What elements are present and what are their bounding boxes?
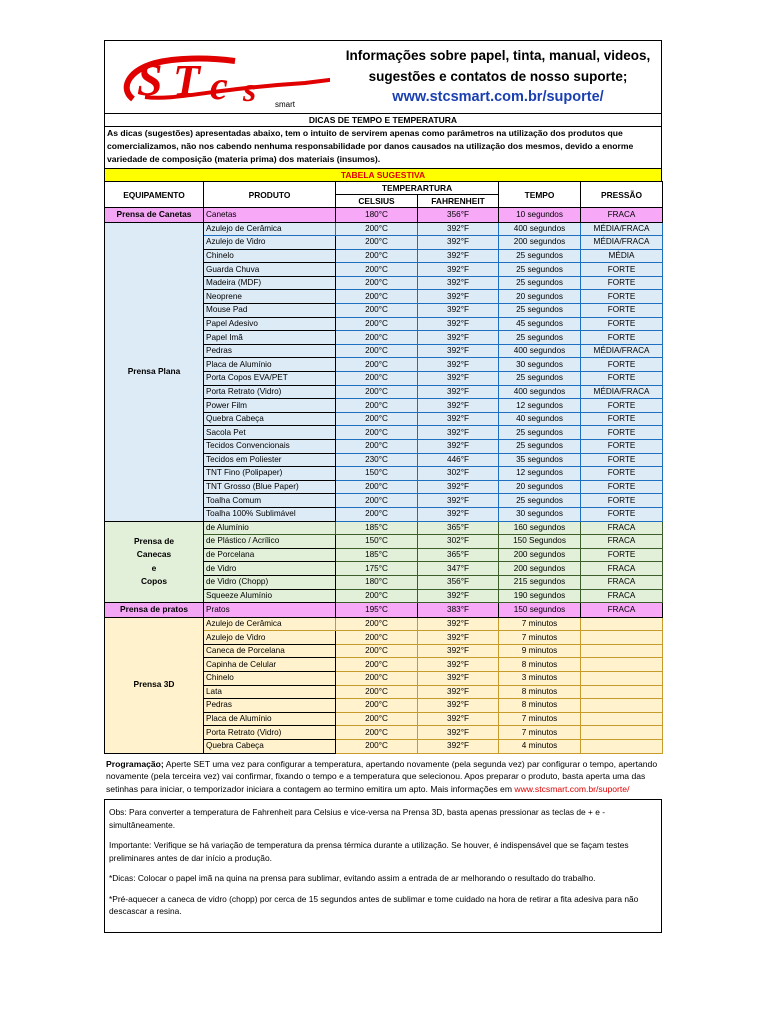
pressure-cell: FRACA bbox=[581, 589, 663, 603]
celsius-cell: 200°C bbox=[336, 290, 418, 304]
fahrenheit-cell: 383°F bbox=[418, 603, 499, 618]
stcsmart-logo bbox=[115, 49, 330, 109]
fahrenheit-cell: 392°F bbox=[418, 494, 499, 508]
product-cell: Canetas bbox=[204, 208, 336, 223]
celsius-cell: 200°C bbox=[336, 712, 418, 726]
celsius-cell: 200°C bbox=[336, 304, 418, 318]
pressure-cell: FORTE bbox=[581, 507, 663, 521]
product-cell: Tecidos em Poliester bbox=[204, 453, 336, 467]
time-cell: 200 segundos bbox=[499, 236, 581, 250]
equipment-label-line: Copos bbox=[140, 576, 168, 587]
celsius-cell: 200°C bbox=[336, 385, 418, 399]
product-cell: TNT Grosso (Blue Paper) bbox=[204, 480, 336, 494]
time-cell: 400 segundos bbox=[499, 222, 581, 236]
pressure-cell: FORTE bbox=[581, 426, 663, 440]
pressure-cell: FORTE bbox=[581, 440, 663, 454]
celsius-cell: 200°C bbox=[336, 222, 418, 236]
product-cell: Lata bbox=[204, 685, 336, 699]
equipment-cell: Prensa de Canetas bbox=[105, 208, 204, 223]
fahrenheit-cell: 392°F bbox=[418, 358, 499, 372]
product-cell: Squeeze Alumínio bbox=[204, 589, 336, 603]
pressure-cell: FORTE bbox=[581, 317, 663, 331]
pressure-cell: FORTE bbox=[581, 467, 663, 481]
pressure-cell bbox=[581, 712, 663, 726]
time-cell: 25 segundos bbox=[499, 263, 581, 277]
product-cell: Caneca de Porcelana bbox=[204, 644, 336, 658]
celsius-cell: 200°C bbox=[336, 480, 418, 494]
col-product: PRODUTO bbox=[204, 182, 336, 208]
col-celsius: CELSIUS bbox=[336, 195, 418, 208]
note-dica-papel-ima: *Dicas: Colocar o papel imã na quina na prensa para sublimar, evitando assim a entrada de ar melhorando o resultado do trabalho. bbox=[109, 873, 596, 884]
table-row bbox=[105, 603, 663, 618]
product-cell: Azulejo de Cerâmica bbox=[204, 617, 336, 631]
note-importante: Importante: Verifique se há variação de temperatura da prensa térmica durante a utilização. Se houver, é indispensável que se façam testes preliminares antes de dar início a produção. bbox=[109, 840, 629, 863]
fahrenheit-cell: 446°F bbox=[418, 453, 499, 467]
fahrenheit-cell: 392°F bbox=[418, 589, 499, 603]
celsius-cell: 200°C bbox=[336, 249, 418, 263]
product-cell: Toalha 100% Sublimável bbox=[204, 507, 336, 521]
note-obs: Obs: Para converter a temperatura de Fahrenheit para Celsius e vice-versa na Prensa 3D, basta apenas pressionar as teclas de + e - simultâneamente. bbox=[109, 807, 606, 830]
celsius-cell: 200°C bbox=[336, 440, 418, 454]
time-cell: 7 minutos bbox=[499, 631, 581, 645]
pressure-cell: MÉDIA/FRACA bbox=[581, 222, 663, 236]
pressure-cell: FORTE bbox=[581, 263, 663, 277]
fahrenheit-cell: 392°F bbox=[418, 331, 499, 345]
table-row bbox=[105, 521, 663, 535]
product-cell: de Vidro bbox=[204, 562, 336, 576]
equipment-cell: Prensa Plana bbox=[105, 222, 204, 521]
equipment-label-line: Canecas bbox=[136, 549, 172, 560]
fahrenheit-cell: 392°F bbox=[418, 399, 499, 413]
pressure-cell bbox=[581, 699, 663, 713]
celsius-cell: 200°C bbox=[336, 631, 418, 645]
pressure-cell: FORTE bbox=[581, 358, 663, 372]
celsius-cell: 200°C bbox=[336, 685, 418, 699]
fahrenheit-cell: 392°F bbox=[418, 739, 499, 753]
pressure-cell bbox=[581, 644, 663, 658]
equipment-label-line: Prensa de bbox=[133, 535, 175, 546]
celsius-cell: 200°C bbox=[336, 739, 418, 753]
pressure-cell: FRACA bbox=[581, 535, 663, 549]
table-row bbox=[105, 208, 663, 223]
celsius-cell: 200°C bbox=[336, 672, 418, 686]
celsius-cell: 180°C bbox=[336, 575, 418, 589]
fahrenheit-cell: 347°F bbox=[418, 562, 499, 576]
celsius-cell: 180°C bbox=[336, 208, 418, 223]
equipment-cell: Prensa de pratos bbox=[105, 603, 204, 618]
pressure-cell: FRACA bbox=[581, 208, 663, 223]
fahrenheit-cell: 392°F bbox=[418, 263, 499, 277]
pressure-cell bbox=[581, 631, 663, 645]
time-cell: 400 segundos bbox=[499, 344, 581, 358]
pressure-cell: FORTE bbox=[581, 331, 663, 345]
programming-label: Programação; bbox=[106, 758, 164, 769]
pressure-cell: FORTE bbox=[581, 276, 663, 290]
celsius-cell: 150°C bbox=[336, 535, 418, 549]
pressure-cell: FORTE bbox=[581, 399, 663, 413]
product-cell: Madeira (MDF) bbox=[204, 276, 336, 290]
svg-text:c: c bbox=[210, 63, 228, 108]
celsius-cell: 200°C bbox=[336, 331, 418, 345]
pressure-cell: FORTE bbox=[581, 494, 663, 508]
time-cell: 12 segundos bbox=[499, 399, 581, 413]
celsius-cell: 200°C bbox=[336, 617, 418, 631]
time-cell: 30 segundos bbox=[499, 507, 581, 521]
pressure-cell bbox=[581, 617, 663, 631]
product-cell: Azulejo de Vidro bbox=[204, 236, 336, 250]
celsius-cell: 200°C bbox=[336, 263, 418, 277]
celsius-cell: 200°C bbox=[336, 699, 418, 713]
fahrenheit-cell: 392°F bbox=[418, 426, 499, 440]
pressure-cell bbox=[581, 739, 663, 753]
fahrenheit-cell: 392°F bbox=[418, 712, 499, 726]
product-cell: Papel Adesivo bbox=[204, 317, 336, 331]
pressure-cell: FRACA bbox=[581, 575, 663, 589]
time-cell: 200 segundos bbox=[499, 562, 581, 576]
pressure-cell: FRACA bbox=[581, 603, 663, 618]
time-cell: 25 segundos bbox=[499, 331, 581, 345]
fahrenheit-cell: 392°F bbox=[418, 617, 499, 631]
pressure-cell: MÉDIA/FRACA bbox=[581, 344, 663, 358]
product-cell: de Porcelana bbox=[204, 548, 336, 562]
product-cell: Chinelo bbox=[204, 672, 336, 686]
fahrenheit-cell: 302°F bbox=[418, 535, 499, 549]
header-line-1: Informações sobre papel, tinta, manual, videos, bbox=[345, 48, 651, 63]
pressure-cell: FORTE bbox=[581, 304, 663, 318]
time-cell: 25 segundos bbox=[499, 440, 581, 454]
time-cell: 3 minutos bbox=[499, 672, 581, 686]
celsius-cell: 200°C bbox=[336, 644, 418, 658]
fahrenheit-cell: 392°F bbox=[418, 290, 499, 304]
intro-text: As dicas (sugestões) apresentadas abaixo, tem o intuito de servirem apenas como parâmetros na utilização dos produtos que comercializamos, não nos cabendo nenhuma responsabilidade por danos causados na utilização dos mesmos, devido a enorme variedade de composição (materia prima) dos materiais (insumos). bbox=[104, 126, 662, 168]
celsius-cell: 200°C bbox=[336, 372, 418, 386]
fahrenheit-cell: 392°F bbox=[418, 631, 499, 645]
time-cell: 4 minutos bbox=[499, 739, 581, 753]
celsius-cell: 200°C bbox=[336, 507, 418, 521]
product-cell: Capinha de Celular bbox=[204, 658, 336, 672]
celsius-cell: 200°C bbox=[336, 412, 418, 426]
document-sheet bbox=[104, 40, 662, 933]
svg-text:T: T bbox=[173, 56, 200, 105]
fahrenheit-cell: 392°F bbox=[418, 644, 499, 658]
col-pressure: PRESSÃO bbox=[581, 182, 663, 208]
product-cell: Guarda Chuva bbox=[204, 263, 336, 277]
pressure-cell: MÉDIA/FRACA bbox=[581, 236, 663, 250]
celsius-cell: 200°C bbox=[336, 236, 418, 250]
celsius-cell: 230°C bbox=[336, 453, 418, 467]
time-cell: 150 segundos bbox=[499, 603, 581, 618]
fahrenheit-cell: 392°F bbox=[418, 507, 499, 521]
col-time: TEMPO bbox=[499, 182, 581, 208]
time-cell: 12 segundos bbox=[499, 467, 581, 481]
table-row bbox=[105, 222, 663, 236]
product-cell: de Vidro (Chopp) bbox=[204, 575, 336, 589]
celsius-cell: 200°C bbox=[336, 494, 418, 508]
fahrenheit-cell: 392°F bbox=[418, 726, 499, 740]
time-cell: 20 segundos bbox=[499, 290, 581, 304]
time-cell: 8 minutos bbox=[499, 658, 581, 672]
celsius-cell: 200°C bbox=[336, 276, 418, 290]
product-cell: Pedras bbox=[204, 699, 336, 713]
product-cell: Porta Retrato (Vidro) bbox=[204, 726, 336, 740]
fahrenheit-cell: 392°F bbox=[418, 344, 499, 358]
time-cell: 25 segundos bbox=[499, 426, 581, 440]
product-cell: Papel Imã bbox=[204, 331, 336, 345]
fahrenheit-cell: 365°F bbox=[418, 521, 499, 535]
time-cell: 8 minutos bbox=[499, 685, 581, 699]
product-cell: Placa de Alumínio bbox=[204, 358, 336, 372]
time-cell: 25 segundos bbox=[499, 494, 581, 508]
note-dica-caneca: *Pré-aquecer a caneca de vidro (chopp) por cerca de 15 segundos antes de sublimar e tome cuidado na hora de retirar a fita adesiva para não descascar a resina. bbox=[109, 893, 639, 917]
celsius-cell: 200°C bbox=[336, 399, 418, 413]
table-body bbox=[105, 208, 663, 754]
time-cell: 7 minutos bbox=[499, 726, 581, 740]
celsius-cell: 200°C bbox=[336, 358, 418, 372]
product-cell: Quebra Cabeça bbox=[204, 412, 336, 426]
equipment-cell: Prensa 3D bbox=[105, 617, 204, 753]
fahrenheit-cell: 392°F bbox=[418, 249, 499, 263]
header-info bbox=[333, 45, 663, 108]
celsius-cell: 200°C bbox=[336, 317, 418, 331]
celsius-cell: 200°C bbox=[336, 726, 418, 740]
programming-link[interactable]: www.stcsmart.com.br/suporte/ bbox=[514, 783, 630, 794]
table-row bbox=[105, 617, 663, 631]
pressure-cell: FORTE bbox=[581, 412, 663, 426]
time-cell: 160 segundos bbox=[499, 521, 581, 535]
header-line-2: sugestões e contatos de nosso suporte; bbox=[368, 69, 628, 84]
product-cell: Porta Retrato (Vidro) bbox=[204, 385, 336, 399]
fahrenheit-cell: 392°F bbox=[418, 658, 499, 672]
fahrenheit-cell: 392°F bbox=[418, 236, 499, 250]
header bbox=[104, 40, 662, 113]
product-cell: Sacola Pet bbox=[204, 426, 336, 440]
time-cell: 400 segundos bbox=[499, 385, 581, 399]
time-cell: 150 Segundos bbox=[499, 535, 581, 549]
fahrenheit-cell: 392°F bbox=[418, 699, 499, 713]
product-cell: Quebra Cabeça bbox=[204, 739, 336, 753]
pressure-cell: FORTE bbox=[581, 372, 663, 386]
product-cell: Mouse Pad bbox=[204, 304, 336, 318]
product-cell: Azulejo de Cerâmica bbox=[204, 222, 336, 236]
time-cell: 25 segundos bbox=[499, 276, 581, 290]
time-cell: 200 segundos bbox=[499, 548, 581, 562]
product-cell: Pratos bbox=[204, 603, 336, 618]
fahrenheit-cell: 392°F bbox=[418, 385, 499, 399]
fahrenheit-cell: 392°F bbox=[418, 440, 499, 454]
product-cell: Neoprene bbox=[204, 290, 336, 304]
svg-text:s: s bbox=[243, 72, 257, 109]
product-cell: Chinelo bbox=[204, 249, 336, 263]
fahrenheit-cell: 356°F bbox=[418, 208, 499, 223]
time-cell: 25 segundos bbox=[499, 372, 581, 386]
product-cell: de Plástico / Acrílico bbox=[204, 535, 336, 549]
time-cell: 190 segundos bbox=[499, 589, 581, 603]
time-cell: 45 segundos bbox=[499, 317, 581, 331]
time-cell: 7 minutos bbox=[499, 617, 581, 631]
time-cell: 20 segundos bbox=[499, 480, 581, 494]
fahrenheit-cell: 392°F bbox=[418, 222, 499, 236]
pressure-cell: MÉDIA bbox=[581, 249, 663, 263]
time-cell: 25 segundos bbox=[499, 249, 581, 263]
fahrenheit-cell: 392°F bbox=[418, 372, 499, 386]
equipment-cell bbox=[105, 521, 204, 603]
programming-text bbox=[104, 758, 662, 796]
time-cell: 7 minutos bbox=[499, 712, 581, 726]
pressure-cell: FRACA bbox=[581, 521, 663, 535]
programming-body: Aperte SET uma vez para configurar a temperatura, apertando novamente (pela segunda vez) par configurar o tempo, apertando novamente (pela terceira vez) vai confirmar, fixando o tempo e a temperatura que selecionou. Apos preparar o produto, basta aperta uma das setinhas para iniciar, o temporizador iniciara a contagem ao termino emitira um apto. Mais informações em bbox=[106, 758, 658, 794]
svg-text:S: S bbox=[137, 54, 163, 105]
celsius-cell: 185°C bbox=[336, 548, 418, 562]
time-cell: 25 segundos bbox=[499, 304, 581, 318]
fahrenheit-cell: 392°F bbox=[418, 412, 499, 426]
pressure-cell bbox=[581, 726, 663, 740]
fahrenheit-cell: 392°F bbox=[418, 276, 499, 290]
pressure-cell: FORTE bbox=[581, 548, 663, 562]
pressure-cell bbox=[581, 685, 663, 699]
pressure-cell: FORTE bbox=[581, 290, 663, 304]
time-cell: 30 segundos bbox=[499, 358, 581, 372]
product-cell: Porta Copos EVA/PET bbox=[204, 372, 336, 386]
col-temperature: TEMPERARTURA bbox=[336, 182, 499, 195]
col-fahrenheit: FAHRENHEIT bbox=[418, 195, 499, 208]
celsius-cell: 195°C bbox=[336, 603, 418, 618]
product-cell: TNT Fino (Polipaper) bbox=[204, 467, 336, 481]
fahrenheit-cell: 302°F bbox=[418, 467, 499, 481]
notes-box bbox=[104, 799, 662, 933]
pressure-cell bbox=[581, 672, 663, 686]
celsius-cell: 185°C bbox=[336, 521, 418, 535]
fahrenheit-cell: 392°F bbox=[418, 317, 499, 331]
fahrenheit-cell: 392°F bbox=[418, 304, 499, 318]
col-equipment: EQUIPAMENTO bbox=[105, 182, 204, 208]
pressure-cell: FRACA bbox=[581, 562, 663, 576]
fahrenheit-cell: 365°F bbox=[418, 548, 499, 562]
support-link[interactable]: www.stcsmart.com.br/suporte/ bbox=[392, 89, 604, 105]
time-cell: 9 minutos bbox=[499, 644, 581, 658]
celsius-cell: 200°C bbox=[336, 658, 418, 672]
celsius-cell: 200°C bbox=[336, 344, 418, 358]
product-cell: Tecidos Convencionais bbox=[204, 440, 336, 454]
time-cell: 215 segundos bbox=[499, 575, 581, 589]
pressure-cell: FORTE bbox=[581, 453, 663, 467]
product-cell: Power Film bbox=[204, 399, 336, 413]
pressure-cell bbox=[581, 658, 663, 672]
celsius-cell: 175°C bbox=[336, 562, 418, 576]
fahrenheit-cell: 392°F bbox=[418, 480, 499, 494]
pressure-cell: FORTE bbox=[581, 480, 663, 494]
fahrenheit-cell: 392°F bbox=[418, 685, 499, 699]
equipment-label-line: e bbox=[151, 562, 157, 573]
svg-text:smart: smart bbox=[275, 100, 295, 109]
time-cell: 10 segundos bbox=[499, 208, 581, 223]
celsius-cell: 200°C bbox=[336, 426, 418, 440]
fahrenheit-cell: 356°F bbox=[418, 575, 499, 589]
time-cell: 40 segundos bbox=[499, 412, 581, 426]
product-cell: Pedras bbox=[204, 344, 336, 358]
time-cell: 35 segundos bbox=[499, 453, 581, 467]
pressure-cell: MÉDIA/FRACA bbox=[581, 385, 663, 399]
settings-table bbox=[104, 181, 663, 754]
page-title: DICAS DE TEMPO E TEMPERATURA bbox=[104, 113, 662, 126]
product-cell: de Alumínio bbox=[204, 521, 336, 535]
product-cell: Azulejo de Vidro bbox=[204, 631, 336, 645]
product-cell: Placa de Alumínio bbox=[204, 712, 336, 726]
table-caption: TABELA SUGESTIVA bbox=[104, 168, 662, 181]
celsius-cell: 150°C bbox=[336, 467, 418, 481]
fahrenheit-cell: 392°F bbox=[418, 672, 499, 686]
product-cell: Toalha Comum bbox=[204, 494, 336, 508]
time-cell: 8 minutos bbox=[499, 699, 581, 713]
celsius-cell: 200°C bbox=[336, 589, 418, 603]
